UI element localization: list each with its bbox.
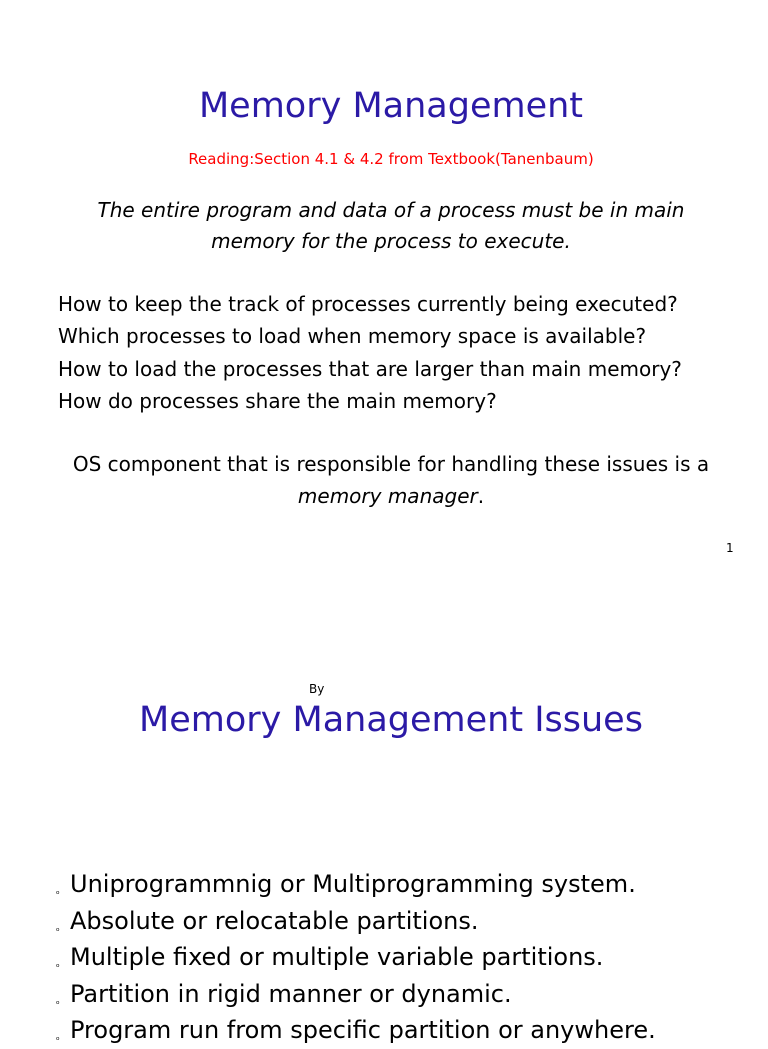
issue-text: Partition in rigid manner or dynamic. xyxy=(70,979,512,1008)
quote-line-2: memory for the process to execute. xyxy=(211,229,571,253)
summary-text xyxy=(0,448,768,512)
question-item: How to keep the track of processes currently being executed? xyxy=(58,292,678,316)
quote-line-1: The entire program and data of a process must be in main xyxy=(97,198,685,222)
question-item: How to load the processes that are larger than main memory? xyxy=(58,356,682,381)
summary-emphasis: memory manager xyxy=(297,484,478,508)
slide-title: Memory Management Issues xyxy=(139,700,643,740)
summary-end: . xyxy=(477,484,485,508)
slide-2 xyxy=(0,570,768,1044)
bullet-icon: ₒ xyxy=(56,1033,60,1043)
reading-reference: Reading:Section 4.1 & 4.2 from Textbook(Tanenbaum) xyxy=(188,150,594,168)
bullet-icon: ₒ xyxy=(56,923,60,934)
issue-item xyxy=(56,1012,656,1049)
issue-item xyxy=(56,976,656,1013)
bullet-icon: ₒ xyxy=(56,996,60,1007)
questions-list xyxy=(58,288,682,417)
issue-text: Program run from specific partition or anywhere. xyxy=(70,1016,656,1044)
issue-text: Multiple fixed or multiple variable partitions. xyxy=(70,943,604,971)
summary-line-1: OS component that is responsible for handling these issues is a xyxy=(72,452,710,476)
issue-text: Absolute or relocatable partitions. xyxy=(70,906,479,935)
bullet-icon: ₒ xyxy=(56,960,60,970)
bullet-icon: ₒ xyxy=(56,887,60,897)
issue-item xyxy=(56,866,656,903)
page-number: 1 xyxy=(726,541,734,555)
question-item: Which processes to load when memory space is available? xyxy=(58,324,647,349)
issues-list xyxy=(56,866,656,1049)
quote-text xyxy=(0,195,768,257)
by-label: By xyxy=(309,682,325,696)
issue-item xyxy=(56,903,656,940)
question-item: How do processes share the main memory? xyxy=(58,388,497,413)
slide-title: Memory Management xyxy=(198,86,584,126)
issue-item xyxy=(56,939,656,976)
issue-text: Uniprogrammnig or Multiprogramming system. xyxy=(70,870,636,898)
